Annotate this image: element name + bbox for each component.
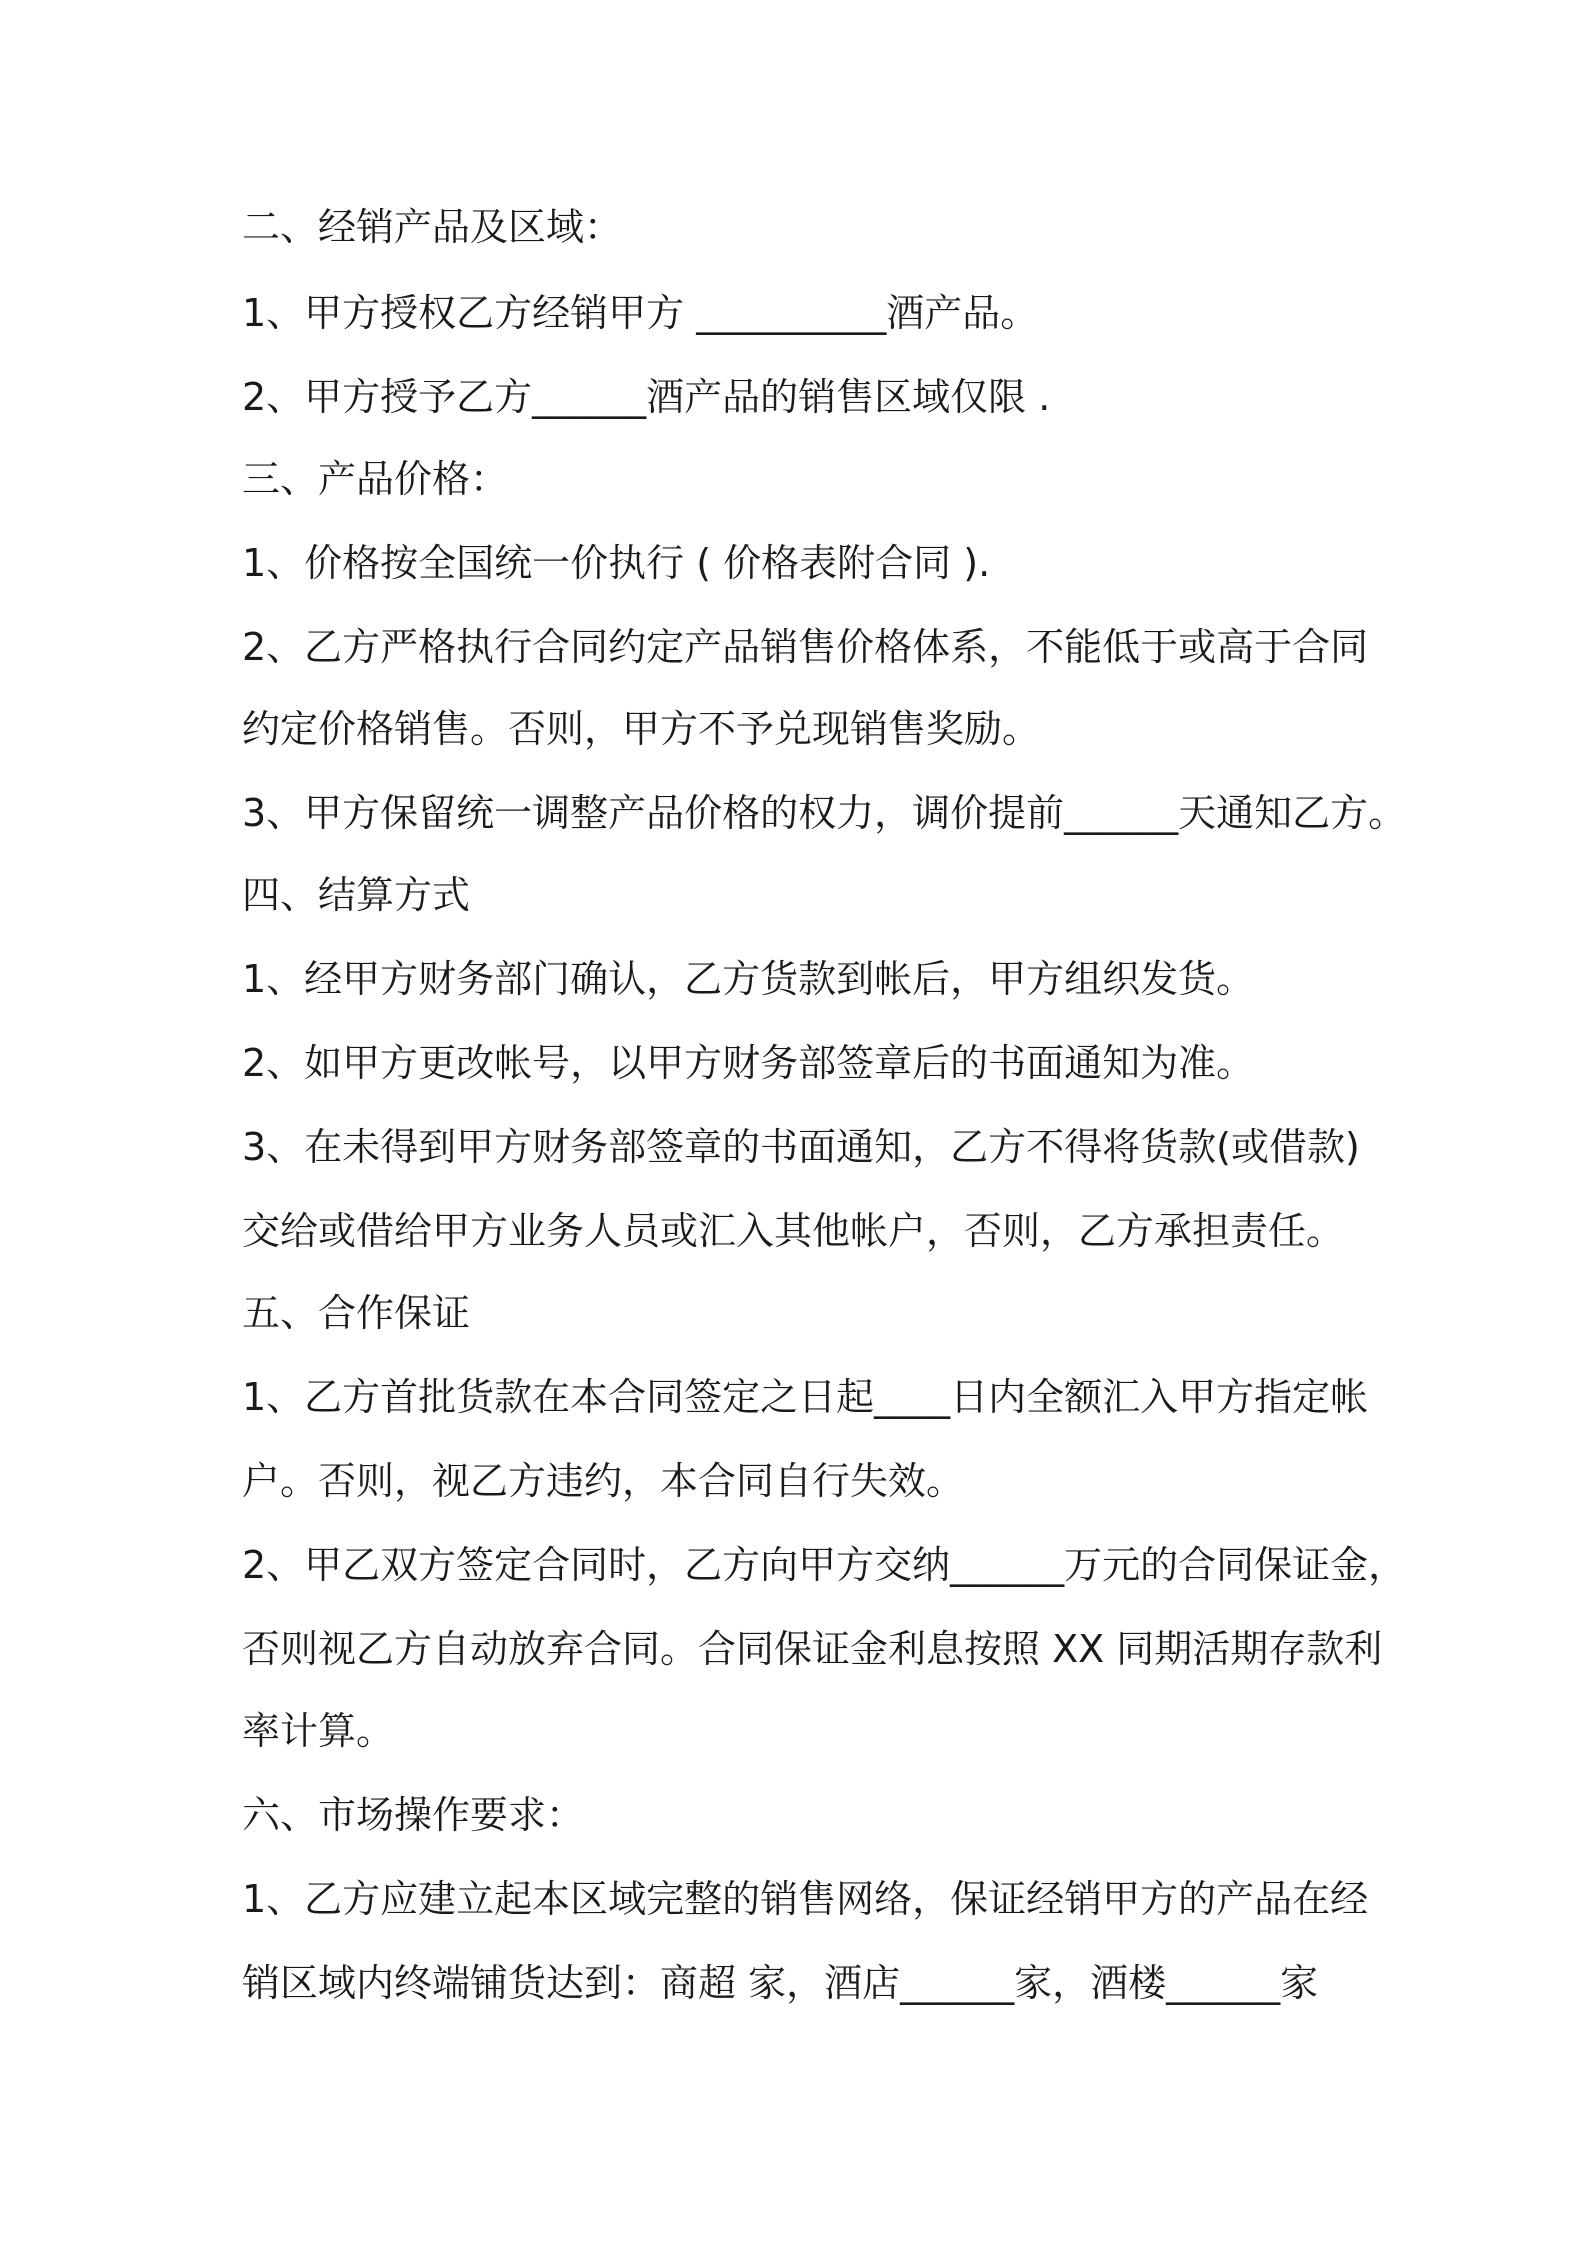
paragraph-line: 户。否则，视乙方违约，本合同自行失效。 [242,1459,965,1503]
paragraph-line: 2、如甲方更改帐号，以甲方财务部签章后的书面通知为准。 [242,1041,1255,1085]
paragraph-line: 1、价格按全国统一价执行 ( 价格表附合同 ). [242,541,991,585]
paragraph-line: 2、甲方授予乙方______酒产品的销售区域仅限 . [242,375,1051,419]
paragraph-line: 1、乙方首批货款在本合同签定之日起____日内全额汇入甲方指定帐 [242,1375,1369,1419]
paragraph-line: 3、在未得到甲方财务部签章的书面通知，乙方不得将货款(或借款) [242,1125,1360,1169]
paragraph-line: 否则视乙方自动放弃合同。合同保证金利息按照 XX 同期活期存款利 [242,1627,1383,1671]
paragraph-line: 率计算。 [242,1709,395,1753]
paragraph-line: 销区域内终端铺货达到：商超 家，酒店______家，酒楼______家 [242,1961,1319,2005]
section-heading-price: 三、产品价格： [242,457,509,501]
paragraph-line: 1、甲方授权乙方经销甲方 __________酒产品。 [242,291,1039,335]
section-heading-settlement: 四、结算方式 [242,873,471,917]
paragraph-line: 3、甲方保留统一调整产品价格的权力，调价提前______天通知乙方。 [242,791,1407,835]
paragraph-line: 1、经甲方财务部门确认，乙方货款到帐后，甲方组织发货。 [242,957,1255,1001]
section-heading-products-region: 二、经销产品及区域： [242,205,623,249]
paragraph-line: 交给或借给甲方业务人员或汇入其他帐户，否则，乙方承担责任。 [242,1209,1345,1253]
paragraph-line: 2、乙方严格执行合同约定产品销售价格体系，不能低于或高于合同 [242,625,1369,669]
paragraph-line: 1、乙方应建立起本区域完整的销售网络，保证经销甲方的产品在经 [242,1877,1369,1921]
paragraph-line: 约定价格销售。否则，甲方不予兑现销售奖励。 [242,707,1041,751]
section-heading-market-requirements: 六、市场操作要求： [242,1793,585,1837]
section-heading-cooperation: 五、合作保证 [242,1291,471,1335]
paragraph-line: 2、甲乙双方签定合同时，乙方向甲方交纳______万元的合同保证金， [242,1543,1407,1587]
